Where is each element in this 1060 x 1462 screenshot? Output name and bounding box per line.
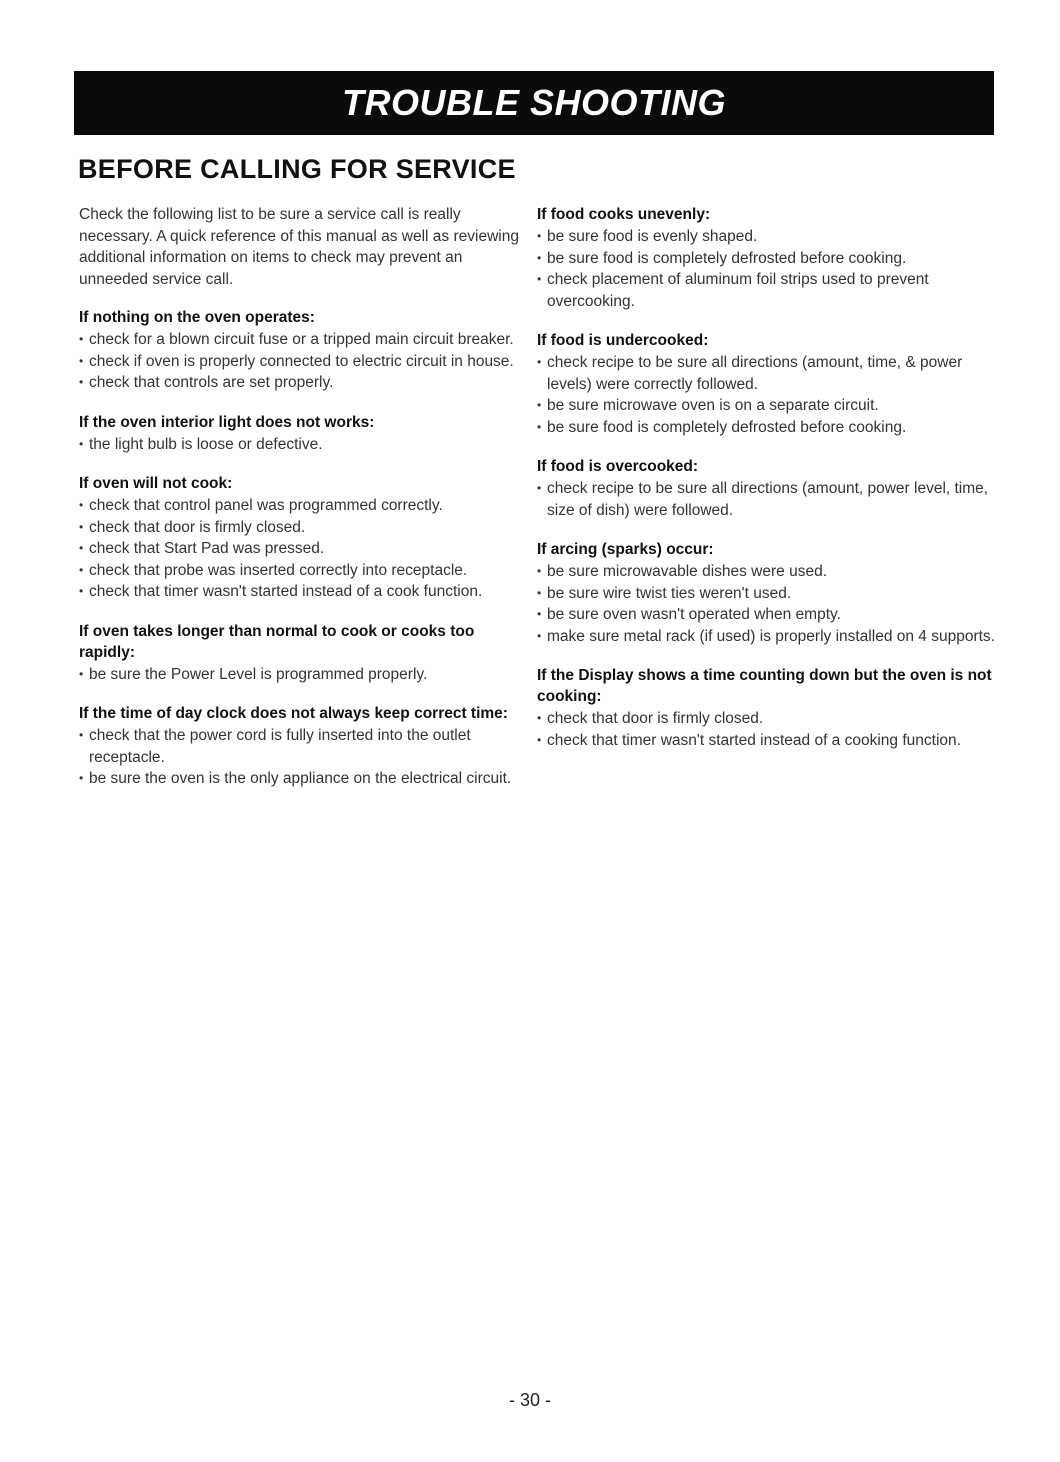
page-number: - 30 -: [508, 1390, 551, 1410]
section-cooks-unevenly: [537, 204, 997, 312]
bullet-item: • check for a blown circuit fuse or a tripped main circuit breaker.: [79, 329, 519, 351]
banner-title: TROUBLE SHOOTING: [342, 82, 726, 123]
bullet-item: • be sure food is evenly shaped.: [537, 226, 997, 248]
bullet-list: [537, 561, 997, 647]
section-heading: If arcing (sparks) occur:: [537, 541, 714, 558]
bullet-item: • check that probe was inserted correctly into receptacle.: [79, 560, 519, 582]
bullet-list: [537, 478, 997, 521]
section-clock-time: [79, 703, 519, 790]
bullet-item: • check if oven is properly connected to electric circuit in house.: [79, 351, 519, 373]
bullet-list: [79, 434, 519, 456]
bullet-item: • check that timer wasn't started instead of a cooking function.: [537, 730, 997, 752]
bullet-list: [537, 352, 997, 438]
title-banner: [74, 71, 994, 135]
bullet-item: • check recipe to be sure all directions (amount, time, & power levels) were correctly followed.: [537, 352, 997, 395]
section-will-not-cook: [79, 473, 519, 603]
bullet-item: • be sure microwavable dishes were used.: [537, 561, 997, 583]
bullet-item: • check that door is firmly closed.: [537, 708, 997, 730]
bullet-item: • be sure food is completely defrosted before cooking.: [537, 417, 997, 439]
section-title: BEFORE CALLING FOR SERVICE: [78, 154, 516, 184]
bullet-list: [537, 708, 997, 751]
section-arcing: [537, 539, 997, 647]
bullet-item: • check placement of aluminum foil strips used to prevent overcooking.: [537, 269, 997, 312]
bullet-item: • check that door is firmly closed.: [79, 517, 519, 539]
bullet-item: • check that the power cord is fully inserted into the outlet receptacle.: [79, 725, 519, 768]
bullet-list: [79, 495, 519, 603]
bullet-item: • be sure oven wasn't operated when empty.: [537, 604, 997, 626]
section-cook-time-abnormal: [79, 621, 519, 686]
section-heading: If food cooks unevenly:: [537, 206, 711, 223]
section-heading: If food is overcooked:: [537, 458, 699, 475]
bullet-item: • be sure the Power Level is programmed properly.: [79, 664, 519, 686]
bullet-item: • be sure wire twist ties weren't used.: [537, 583, 997, 605]
section-heading: If oven will not cook:: [79, 475, 233, 492]
bullet-item: • make sure metal rack (if used) is properly installed on 4 supports.: [537, 626, 997, 648]
section-overcooked: [537, 456, 997, 521]
bullet-list: [79, 664, 519, 686]
left-column: [79, 204, 519, 808]
bullet-item: • check that Start Pad was pressed.: [79, 538, 519, 560]
bullet-item: • be sure food is completely defrosted before cooking.: [537, 248, 997, 270]
intro-paragraph: Check the following list to be sure a service call is really necessary. A quick reference of this manual as well as reviewing additional information on items to check may prevent an unneeded service call.: [79, 206, 519, 288]
section-heading: If nothing on the oven operates:: [79, 309, 315, 326]
bullet-item: • be sure the oven is the only appliance on the electrical circuit.: [79, 768, 519, 790]
bullet-list: [79, 725, 519, 790]
section-display-countdown: [537, 665, 997, 751]
bullet-item: • check that controls are set properly.: [79, 372, 519, 394]
bullet-item: • check recipe to be sure all directions (amount, power level, time, size of dish) were followed.: [537, 478, 997, 521]
bullet-list: [537, 226, 997, 312]
section-interior-light: [79, 412, 519, 456]
right-column: [537, 204, 997, 769]
section-undercooked: [537, 330, 997, 438]
section-heading: If food is undercooked:: [537, 332, 709, 349]
bullet-list: [79, 329, 519, 394]
section-heading: If the oven interior light does not works:: [79, 413, 375, 431]
section-nothing-operates: [79, 307, 519, 394]
section-heading: If the time of day clock does not always keep correct time:: [79, 705, 508, 722]
section-heading: If the Display shows a time counting down but the oven is not cooking:: [537, 667, 992, 705]
bullet-item: • check that timer wasn't started instead of a cook function.: [79, 581, 519, 603]
bullet-item: • check that control panel was programmed correctly.: [79, 495, 519, 517]
bullet-item: • be sure microwave oven is on a separate circuit.: [537, 395, 997, 417]
bullet-item: • the light bulb is loose or defective.: [79, 434, 519, 456]
section-heading: If oven takes longer than normal to cook or cooks too rapidly:: [79, 622, 475, 661]
